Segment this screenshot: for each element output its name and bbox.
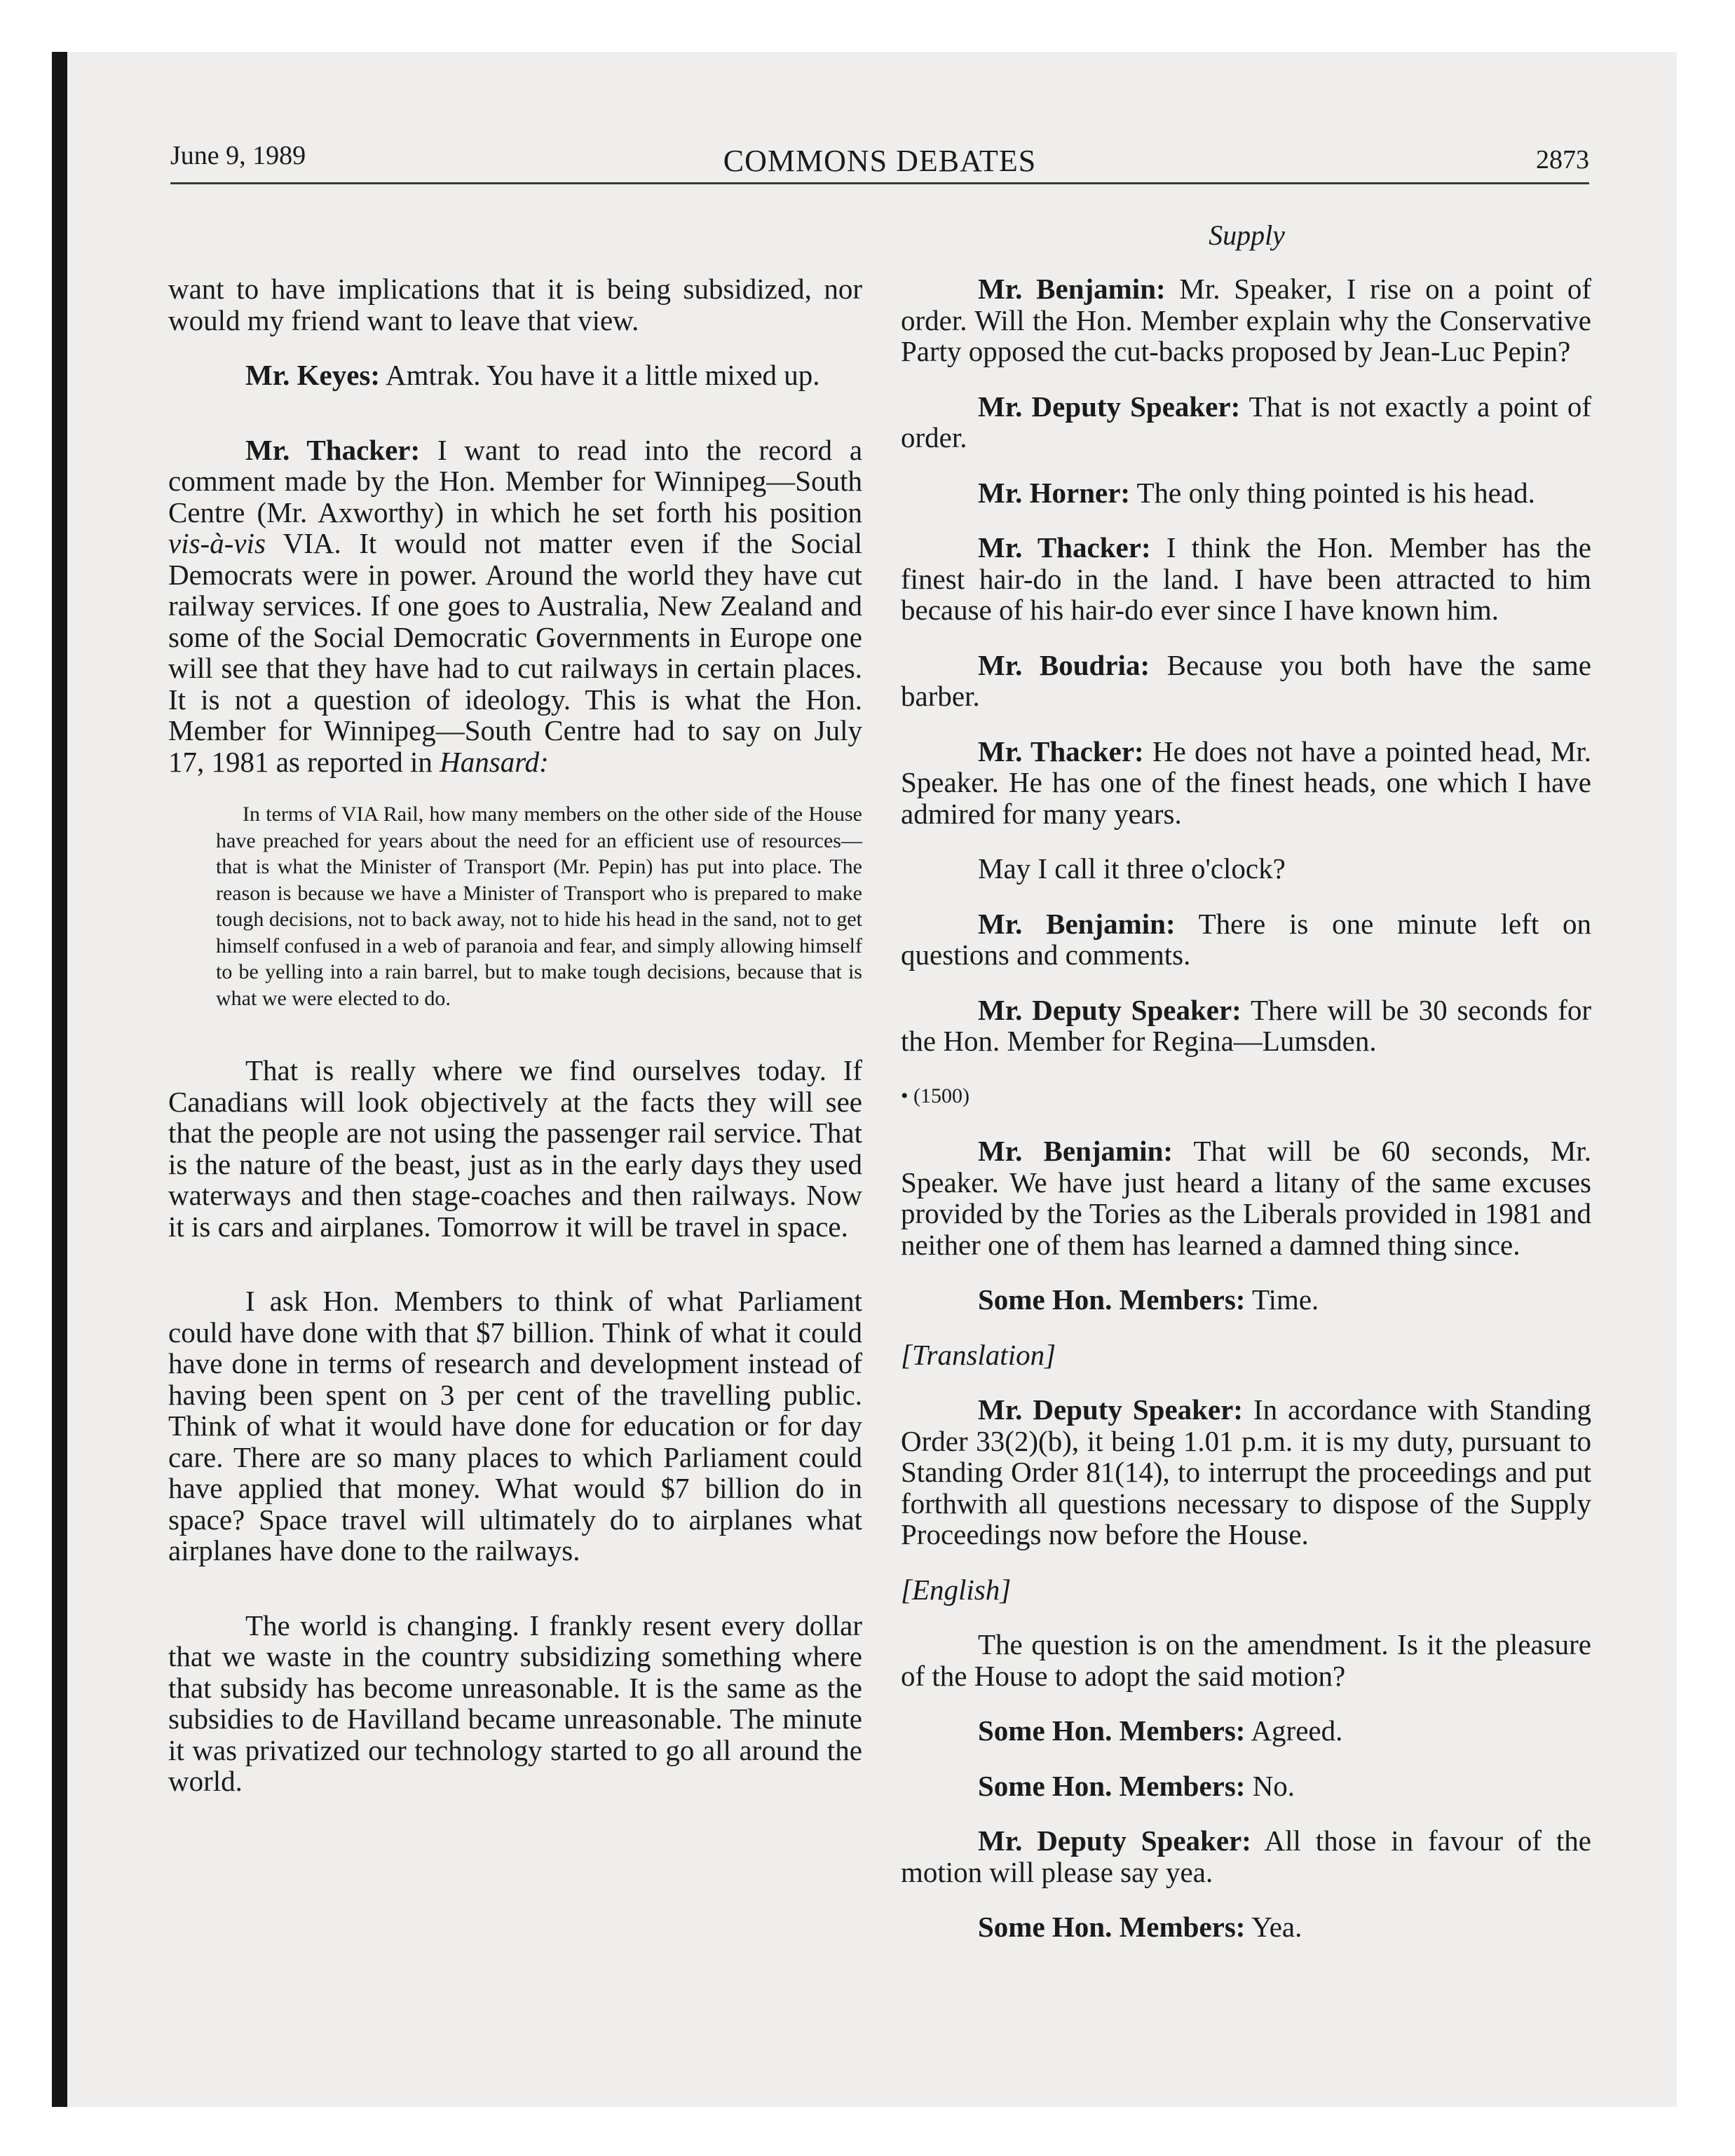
speaker-name: Mr. Benjamin: [978,1135,1173,1167]
paragraph: Mr. Boudria: Because you both have the same barber. [901,648,1591,712]
paragraph: want to have implications that it is being subsidized, nor would my friend want to leave that view. [168,273,862,336]
paragraph: May I call it three o'clock? [978,852,1286,885]
paragraph: Mr. Benjamin: There is one minute left on questions and comments. [901,907,1591,971]
speaker-name: Mr. Benjamin: [978,273,1166,305]
speaker-name: Mr. Horner: [978,476,1131,509]
paragraph: Some Hon. Members: Time. [978,1283,1319,1316]
running-head: Supply [1209,219,1285,251]
scan-border [52,52,67,2107]
paragraph: That is really where we find ourselves today. If Canadians will look objectively at the facts they will see that the people are not using the passenger rail service. That is the nature of the beast, just as in the early days they used waterways and then stage-coaches and then railways. Now it is cars and airplanes. Tomorrow it will be travel in space. [168,1054,862,1243]
language-marker: [Translation] [901,1338,1056,1371]
right-column [901,273,1591,1967]
speaker-name: Some Hon. Members: [978,1911,1246,1943]
speaker-name: Some Hon. Members: [978,1714,1246,1747]
paragraph: Some Hon. Members: Yea. [978,1911,1302,1943]
header-rule [170,182,1589,184]
paragraph: Mr. Deputy Speaker: There will be 30 seconds for the Hon. Member for Regina—Lumsden. [901,993,1592,1057]
header-title: COMMONS DEBATES [723,144,1037,178]
paragraph: Mr. Deputy Speaker: In accordance with Standing Order 33(2)(b), it being 1.01 p.m. it is my duty, pursuant to Standing Order 81(14), to interrupt the proceedings and put forthwith all questions necessary to dispose of the Supply Proceedings now before the House. [901,1393,1591,1550]
paragraph: Mr. Thacker: I want to read into the record a comment made by the Hon. Member for Winnipeg—South Centre (Mr. Axworthy) in which he set forth his position vis-à-vis VIA. It would not matter even if the Social Democrats were in power. Around the world they have cut railway services. If one goes to Australia, New Zealand and some of the Social Democratic Governments in Europe one will see that they have had to cut railways in certain places. It is not a question of ideology. This is what the Hon. Member for Winnipeg—South Centre had to say on July 17, 1981 as reported in Hansard: [168,433,863,778]
speaker-name: Some Hon. Members: [978,1769,1246,1802]
speaker-name: Mr. Thacker: [978,735,1144,767]
time-marker: • (1500) [901,1084,969,1107]
speaker-name: Mr. Benjamin: [978,907,1176,940]
header-date: June 9, 1989 [170,141,306,170]
speaker-name: Mr. Thacker: [245,433,421,466]
block-quote: In terms of VIA Rail, how many members on the other side of the House have preached for years about the need for an efficient use of resources—that is what the Minister of Transport (Mr. Pepin) has put into place. The reason is because we have a Minister of Transport who is prepared to make tough decisions, not to back away, not to hide his head in the sand, not to get himself confused in a web of paranoia and fear, and simply allowing himself to be yelling into a rain barrel, but to make tough decisions, because that is what we were elected to do. [216,803,862,1010]
paragraph: Some Hon. Members: No. [978,1769,1295,1802]
language-marker: [English] [901,1573,1012,1606]
speaker-name: Mr. Deputy Speaker: [978,993,1241,1026]
paragraph: Mr. Horner: The only thing pointed is his head. [978,476,1535,509]
speaker-name: Mr. Deputy Speaker: [978,390,1241,423]
paragraph: Mr. Keyes: Amtrak. You have it a little mixed up. [245,359,820,391]
speaker-name: Mr. Thacker: [978,531,1151,564]
paragraph: Some Hon. Members: Agreed. [978,1714,1343,1747]
paragraph: Mr. Benjamin: Mr. Speaker, I rise on a point of order. Will the Hon. Member explain why the Conservative Party opposed the cut-backs proposed by Jean-Luc Pepin? [901,273,1591,367]
speaker-name: Mr. Boudria: [978,648,1150,681]
speaker-name: Mr. Keyes: [245,359,381,391]
paragraph: Mr. Deputy Speaker: That is not exactly a point of order. [901,390,1591,453]
paragraph: Mr. Deputy Speaker: All those in favour of the motion will please say yea. [901,1824,1591,1888]
paragraph: The question is on the amendment. Is it the pleasure of the House to adopt the said motion? [901,1628,1591,1692]
paragraph: I ask Hon. Members to think of what Parliament could have done with that $7 billion. Think of what it could have done in terms of research and development instead of having been spent on 3 per cent of the travelling public. Think of what it would have done for education or for day care. There are so many places to which Parliament could have applied that money. What would $7 billion do in space? Space travel will ultimately do to airplanes what airplanes have done to the railways. [168,1285,862,1567]
speaker-name: Mr. Deputy Speaker: [978,1824,1251,1857]
paragraph: Mr. Thacker: I think the Hon. Member has the finest hair-do in the land. I have been attracted to him because of his hair-do ever since I have known him. [901,531,1591,626]
paragraph: Mr. Benjamin: That will be 60 seconds, Mr. Speaker. We have just heard a litany of the same excuses provided by the Tories as the Liberals provided in 1981 and neither one of them has learned a damned thing since. [901,1135,1591,1261]
page-header [170,140,1589,179]
left-column [168,273,862,1821]
page-number: 2873 [1536,145,1589,175]
paragraph: Mr. Thacker: He does not have a pointed head, Mr. Speaker. He has one of the finest heads, one which I have admired for many years. [901,735,1592,830]
paragraph: The world is changing. I frankly resent every dollar that we waste in the country subsidizing something where that subsidy has become unreasonable. It is the same as the subsidies to de Havilland became unreasonable. The minute it was privatized our technology started to go all around the world. [168,1609,862,1797]
speaker-name: Some Hon. Members: [978,1283,1246,1316]
speaker-name: Mr. Deputy Speaker: [978,1393,1244,1426]
